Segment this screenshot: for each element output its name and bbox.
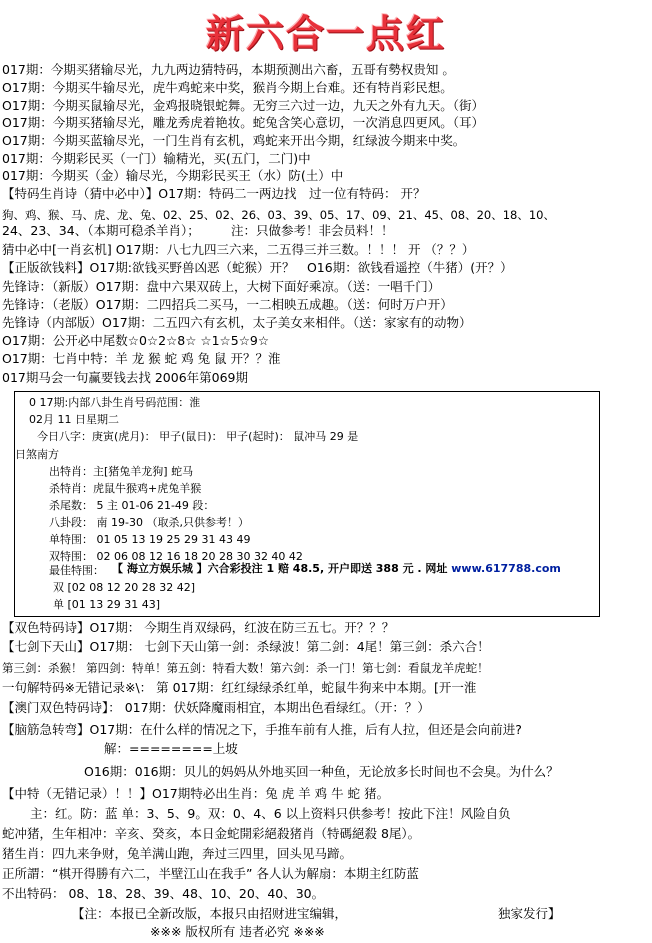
copyright-line: ※※※ 版权所有 违者必究 ※※※ (150, 924, 325, 939)
box-line: 日煞南方 (15, 448, 59, 461)
text-line: O17期：今期买牛输尽光，虎牛鸡蛇来中奖，猴肖今期上台难。还有特肖彩民想。 (2, 80, 453, 95)
box-line: 双特围： 02 06 08 12 16 18 20 28 30 32 40 42 (49, 550, 303, 563)
text-line: 017期马会一句赢要钱去找 2006年第069期 (2, 370, 249, 385)
casino-ad (112, 562, 561, 576)
ad-text: 【 海立方娱乐城 】六合彩投注 1 赔 48.5, 开户即送 388 元 . 网址 (112, 562, 452, 575)
text-line: 第三剑：杀猴！ 第四剑：特单！第五剑：特看大数！第六剑：杀一门！第七剑：看鼠龙羊虎蛇！ (2, 661, 489, 675)
page-title: 新六合一点红 (205, 11, 446, 56)
text-line: 正所謂：“棋开得勝有六二，半壁江山在我手” 各人认为解扇：本期主红防蓝 (2, 866, 419, 881)
text-line: O17期：今期买鼠输尽光，金鸡报晓银蛇舞。无穷三六过一边，九天之外有九天。（街） (2, 98, 484, 113)
text-line: O16期：016期：贝儿的妈妈从外地买回一种鱼，无论放多长时间也不会臭。为什么？ (84, 764, 559, 779)
box-line: 杀特肖：虎鼠牛猴鸡+虎兔羊猴 (49, 482, 202, 495)
box-line: 双 [02 08 12 20 28 32 42] (53, 581, 196, 594)
box-line: 出特肖：主[猪兔羊龙狗] 蛇马 (49, 465, 194, 478)
text-line: 【澳门双色特码诗】： 017期：伏妖降魔雨相宜，本期出色看绿红。（开：？） (2, 700, 430, 715)
text-line: O17期：公开必中尾数☆0☆2☆8☆ ☆1☆5☆9☆ (2, 333, 270, 348)
box-line: 0 17期:内部八卦生肖号码范围：淮 (29, 396, 201, 409)
box-line: 今日八字：庚寅(虎月)： 甲子(鼠日)： 甲子(起时)： 鼠冲马 29 是 (37, 430, 359, 443)
text-line: 先锋诗：（老版）O17期：二四招兵二买马，一二相映五成趣。（送：何时万户开） (2, 297, 453, 312)
text-line: 【特码生肖诗（猜中必中）】O17期：特码二一两边找 过一位有特码： 开？ (2, 186, 426, 201)
text-line: 【正版欲钱料】O17期:欲钱买野兽凶恶（蛇猴）开？ O16期：欲钱看遥控（牛猪）(开？） (2, 260, 513, 275)
text-line: 主：红。防：蓝 单：3、5、9。双：0、4、6 以上资料只供参考！按此下注！风险自负 (30, 806, 511, 821)
box-line: 02月 11 日星期二 (29, 413, 119, 426)
text-line: 017期：今期买猪输尽光，九九两边猜特码，本期预测出六畜，五哥有勢权贵知 。 (2, 62, 455, 77)
ad-url-link[interactable]: www.617788.com (451, 562, 561, 575)
text-line: O17期：今期买蓝输尽光，一门生肖有玄机，鸡蛇来开出今期，红绿波今期来中奖。 (2, 133, 466, 148)
box-line: 单 [01 13 29 31 43] (53, 598, 161, 611)
text-line: 【脑筋急转弯】O17期：在什么样的情况之下，手推车前有人推，后有人拉，但还是会向前进? (2, 722, 522, 737)
text-line: 【双色特码诗】O17期： 今期生肖双绿码，红波在防三五七。开？？？ (2, 620, 395, 635)
box-line: 单特围： 01 05 13 19 25 29 31 43 49 (49, 533, 251, 546)
text-line: 独家发行】 (498, 906, 561, 921)
text-line: 017期：今期买（金）输尽光，今期彩民买王（水）防(土）中 (2, 168, 344, 183)
text-line: 蛇冲猪，生年相冲：辛亥、癸亥，本日金蛇開彩絕殺猪肖（特碼絕殺 8尾）。 (2, 826, 421, 841)
box-line: 杀尾数： 5 主 01-06 21-49 段： (49, 499, 215, 512)
text-line: 解：========上坡 (104, 741, 238, 756)
text-line: 猜中必中[一肖玄机] O17期：八七九四三六来，二五得三并三数。！！！ 开 （？？） (2, 242, 475, 257)
text-line: O17期：七肖中特：羊 龙 猴 蛇 鸡 兔 鼠 开？？淮 (2, 351, 281, 366)
text-line: 【中特（无错记录）！！】O17期特必出生肖：兔 虎 羊 鸡 牛 蛇 猪。 (2, 786, 390, 801)
box-line: 八卦段： 南 19-30 （取杀,只供参考！） (49, 516, 249, 529)
text-line: 先锋诗：（新版）O17期：盘中六果双砖上，大树下面好乘凉。（送：一唱千门） (2, 279, 441, 294)
text-line: 24、23、34、（本期可稳杀羊肖）； 注：只做参考！非会员料！！ (2, 223, 394, 238)
text-line: O17期：今期买猪输尽光，雕龙秀虎着艳妆。蛇兔含笑心意切，一次消息四更风。（耳） (2, 115, 484, 130)
text-line: 【七剑下天山】O17期： 七剑下天山第一剑：杀绿波！第二剑：4尾！第三剑：杀六合！ (2, 639, 490, 654)
text-line: 【注：本报已全新改版，本报只由招财进宝编辑， (72, 906, 348, 921)
text-line: 一句解特码※无错记录※\： 第 017期：红红绿绿杀红单，蛇鼠牛狗来中本期。[开一淮 (2, 680, 477, 695)
box-line: 最佳特围： (49, 564, 104, 577)
bagua-info-box (14, 391, 600, 617)
text-line: 狗、鸡、猴、马、虎、龙、兔、02、25、02、26、03、39、05、17、09、21、45、08、20、18、10、 (2, 208, 555, 222)
text-line: 先锋诗（内部版）O17期：二五四六有玄机，太子美女来相伴。（送：家家有的动物） (2, 315, 472, 330)
text-line: 不出特码： 08、18、28、39、48、10、20、40、30。 (2, 886, 325, 901)
text-line: 017期：今期彩民买（一门）输精光，买(五门，二门)中 (2, 151, 311, 166)
text-line: 猪生肖：四九来争财，兔羊满山跑，奔过三四里，回头见马蹄。 (2, 846, 353, 861)
